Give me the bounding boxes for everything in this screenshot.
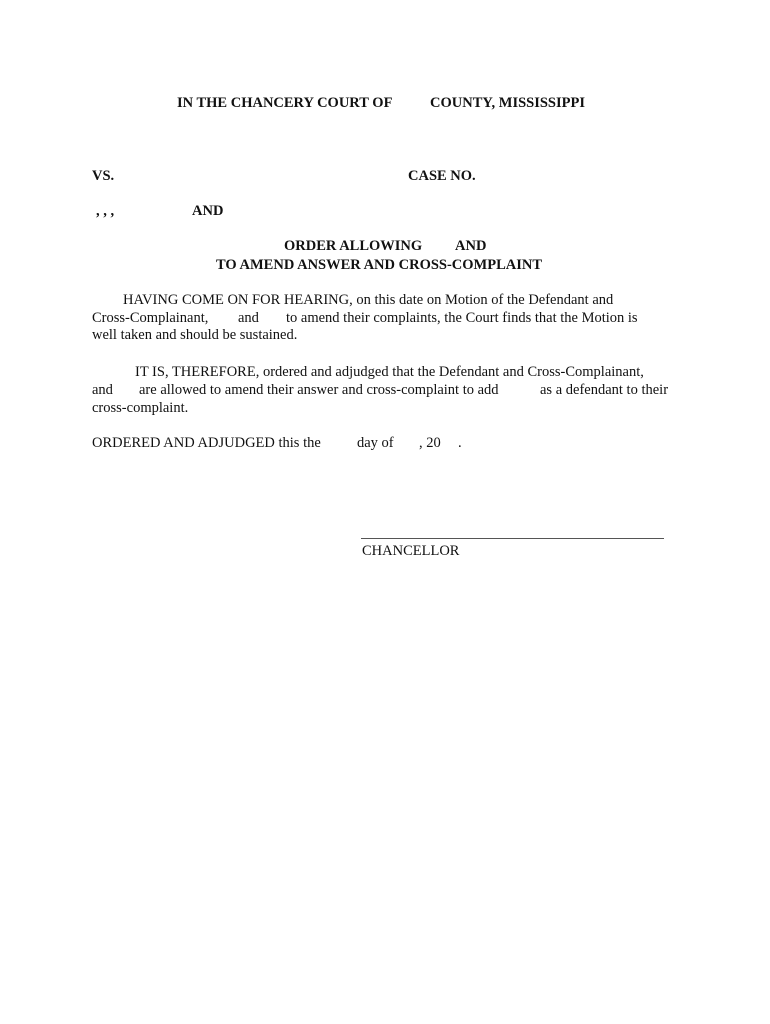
defendants-and: AND [192,203,224,219]
paragraph1-line2-b: and [238,310,259,326]
ordered-period: . [458,435,462,451]
court-heading-right: COUNTY, MISSISSIPPI [430,95,585,111]
paragraph1-line1: HAVING COME ON FOR HEARING, on this date on Motion of the Defendant and [123,292,614,308]
case-no-label: CASE NO. [408,168,476,184]
paragraph1-line3: well taken and should be sustained. [92,327,298,343]
paragraph1-line2-a: Cross-Complainant, [92,310,209,326]
order-title-line1-b: AND [455,238,487,254]
vs-label: VS. [92,168,115,184]
paragraph2-line2-b: are allowed to amend their answer and cross-complaint to add [139,382,499,398]
paragraph1-line2-c: to amend their complaints, the Court finds that the Motion is [286,310,638,326]
chancellor-label: CHANCELLOR [362,543,460,559]
signature-line [361,538,664,539]
paragraph2-line2-a: and [92,382,113,398]
paragraph2-line1: IT IS, THEREFORE, ordered and adjudged that the Defendant and Cross-Complainant, [135,364,644,380]
defendants-commas: , , , [96,203,115,219]
paragraph2-line3: cross-complaint. [92,400,189,416]
paragraph2-line2-c: as a defendant to their [540,382,669,398]
ordered-day-of: day of [357,435,394,451]
court-heading-left: IN THE CHANCERY COURT OF [177,95,393,111]
order-title-line2: TO AMEND ANSWER AND CROSS-COMPLAINT [216,257,543,273]
ordered-text: ORDERED AND ADJUDGED this the [92,435,321,451]
ordered-year: , 20 [419,435,441,451]
order-title-line1-a: ORDER ALLOWING [284,238,423,254]
